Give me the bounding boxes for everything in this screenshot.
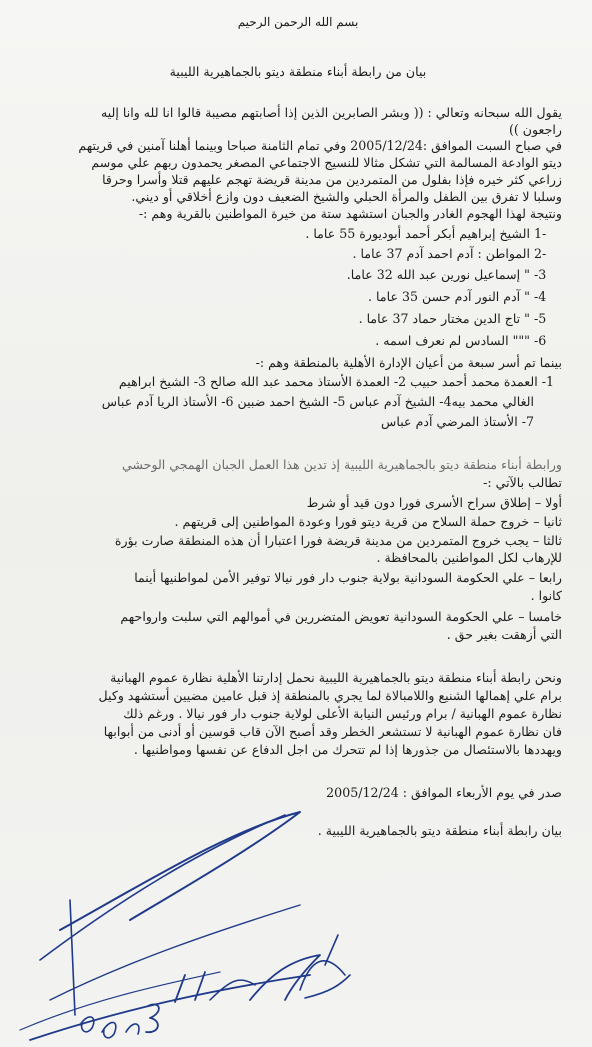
- demands-intro-line-2: تطالب بالآتي :-: [483, 475, 562, 490]
- martyr-number: -4: [534, 289, 547, 304]
- intro-line-7: ونتيجة لهذا الهجوم الغادر والجبان استشهد ستة من خيرة المواطنين بالقرية وهم :-: [138, 206, 562, 221]
- captives-intro: بينما تم أسر سبعة من أعيان الإدارة الأهلية بالمنطقة وهم :-: [255, 355, 562, 370]
- closing-line-5: ويهددها بالاستئصال من جذورها إذا لم تتحرك من اجل الدفاع عن نفسها ومواطنيها .: [133, 742, 562, 757]
- intro-line-6: وسلبا لا تفرق بين الطفل والمرأة الحبلي والشيخ الضعيف دون وازع أخلاقي أو ديني.: [131, 189, 562, 204]
- demand-line-4: للإرهاب لكل المواطنين بالمحافظة .: [376, 550, 562, 565]
- martyr-text: " إسماعيل نورين عبد الله 32 عاما.: [346, 267, 530, 282]
- martyr-number: -3: [534, 267, 547, 282]
- demand-line-8: التي أزهقت بغير حق .: [446, 627, 562, 642]
- demand-line-1: أولا – إطلاق سراح الأسرى فورا دون قيد أو شرط: [306, 495, 562, 510]
- basmala-line: بسم الله الرحمن الرحيم: [237, 15, 359, 29]
- closing-line-2: برام علي إهمالها الشنيع واللامبالاة لما يجري بالمنطقة إذ قبل عامين مضيين أستشهد وكيل: [98, 688, 562, 703]
- martyr-text: " آدم النور آدم حسن 35 عاما .: [368, 289, 530, 304]
- demands-intro-line-1: ورابطة أبناء منطقة ديتو بالجماهيرية الليبية إذ تدين هذا العمل الجبان الهمجي الوحشي: [121, 457, 562, 472]
- closing-line-1: ونحن رابطة أبناء منطقة ديتو بالجماهيرية الليبية نحمل إدارتنا الأهلية نظارة عموم الهبانية: [110, 670, 562, 685]
- martyr-number: 1-: [534, 226, 547, 241]
- statement-title: بيان من رابطة أبناء منطقة ديتو بالجماهيرية الليبية: [169, 64, 427, 79]
- martyr-number: -5: [534, 311, 547, 326]
- demand-line-7: خامسا – علي الحكومة السودانية تعويض المتضررين في أموالهم التي سلبت وارواحهم: [120, 609, 562, 624]
- martyr-text: """ السادس لم نعرف اسمه .: [375, 333, 530, 348]
- closing-line-3: نظارة عموم الهبانية / برام ورئيس النيابة الأعلى لولاية جنوب دار فور نيالا . ورغم ذلك: [123, 706, 562, 721]
- quran-verse-line-2: راجعون )): [508, 122, 562, 137]
- intro-line-5: زراعي كثر خيره فإذا بفلول من المتمردين من مدينة قريضة تهجم عليهم قتلا وأسرا وحرقا: [102, 172, 562, 187]
- martyr-text: الشيخ إبراهيم أبكر أحمد أبوديورة 55 عاما .: [305, 226, 530, 241]
- quran-verse-line-1: يقول الله سبحانه وتعالي : (( وبشر الصابرين الذين إذا أصابتهم مصيبة قالوا انا لله وانا إليه: [100, 105, 562, 120]
- closing-line-4: فان نظارة عموم الهبانية لا تستشعر الخطر وقد أصبح الآن قاب قوسين أو أدنى من أبوابها: [103, 724, 562, 739]
- issued-date-line: صدر في يوم الأربعاء الموافق : 2005/12/24: [326, 785, 562, 800]
- martyr-number: -6: [534, 333, 547, 348]
- martyr-text: " تاج الدين مختار حماد 37 عاما .: [358, 311, 530, 326]
- demand-line-2: ثانيا – خروج حملة السلاح من قرية ديتو فورا وعودة المواطنين إلى قريتهم .: [174, 514, 562, 529]
- demand-line-5: رابعا – علي الحكومة السودانية بولاية جنوب دار فور نيالا توفير الأمن لمواطنيها أينما: [134, 570, 562, 585]
- demand-line-6: كانوا .: [530, 588, 562, 603]
- intro-line-4: ديتو الوادعة المسالمة التي تشكل مثالا للنسيج الاجتماعي المصغر يحمدون ربهم علي موسم: [91, 155, 562, 170]
- intro-line-3: في صباح السبت الموافق :2005/12/24 وفي تمام الثامنة صباحا وبينما أهلنا آمنين في قريتهم: [78, 138, 562, 153]
- captives-line-1: 1- العمدة محمد أحمد حبيب 2- العمدة الأستاذ محمد عبد الله صالح 3- الشيخ ابراهيم: [118, 374, 554, 389]
- footer-line: بيان رابطة أبناء منطقة ديتو بالجماهيرية الليبية .: [317, 823, 562, 838]
- demand-line-3: ثالثا – يجب خروج المتمردين من مدينة قريضة فورا اعتبارا أن هذه المنطقة صارت بؤرة: [114, 533, 562, 548]
- captives-line-2: الغالي محمد بيه4- الشيخ آدم عباس 5- الشيخ احمد ضبين 6- الأستاذ الريا آدم عباس: [101, 394, 534, 409]
- martyr-text: المواطن : آدم احمد آدم 37 عاما .: [352, 246, 530, 261]
- captives-line-3: 7- الأستاذ المرضي آدم عباس: [381, 414, 534, 429]
- martyr-number: 2-: [534, 246, 547, 261]
